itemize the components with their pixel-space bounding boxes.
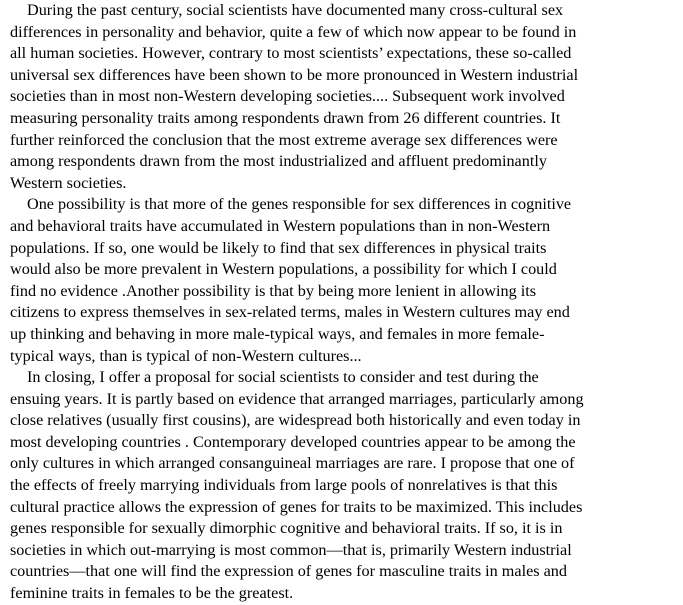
text-line: citizens to express themselves in sex-related terms, males in Western cultures may end: [10, 303, 570, 322]
text-line: close relatives (usually first cousins), are widespread both historically and even today in: [10, 411, 581, 430]
text-line: and behavioral traits have accumulated in Western populations than in non-Western: [10, 216, 551, 235]
text-line: One possibility is that more of the genes responsible for sex differences in cognitive: [27, 195, 572, 214]
paragraph-1: [10, 0, 680, 194]
text-line: During the past century, social scientists have documented many cross-cultural sex: [27, 1, 564, 19]
text-line: cultural practice allows the expression of genes for traits to be maximized. This includes: [10, 497, 583, 516]
text-line: universal sex differences have been shown to be more pronounced in Western industrial: [10, 65, 579, 84]
text-line: measuring personality traits among respondents drawn from 26 different countries. It: [10, 108, 561, 127]
text-line: societies than in most non-Western developing societies.... Subsequent work involved: [10, 87, 565, 106]
text-line: societies in which out-marrying is most common—that is, primarily Western industrial: [10, 540, 572, 559]
text-line: further reinforced the conclusion that the most extreme average sex differences were: [10, 130, 558, 149]
paragraph-2: [10, 194, 680, 367]
text-line: ensuing years. It is partly based on evidence that arranged marriages, particularly among: [10, 389, 584, 408]
text-line: feminine traits in females to be the greatest.: [10, 584, 294, 603]
text-line: differences in personality and behavior, quite a few of which now appear to be found in: [10, 22, 577, 41]
text-line: populations. If so, one would be likely to find that sex differences in physical traits: [10, 238, 547, 257]
text-line: countries—that one will find the expression of genes for masculine traits in males and: [10, 562, 567, 581]
text-line: all human societies. However, contrary to most scientists’ expectations, these so-called: [10, 44, 572, 63]
text-line: In closing, I offer a proposal for social scientists to consider and test during the: [27, 368, 539, 387]
text-line: find no evidence .Another possibility is that by being more lenient in allowing its: [10, 281, 537, 300]
text-line: most developing countries . Contemporary developed countries appear to be among the: [10, 432, 576, 451]
text-line: the effects of freely marrying individuals from large pools of nonrelatives is that this: [10, 476, 558, 495]
text-line: Western societies.: [10, 173, 127, 192]
text-line: up thinking and behaving in more male-typical ways, and females in more female-: [10, 324, 545, 343]
text-line: genes responsible for sexually dimorphic cognitive and behavioral traits. If so, it is in: [10, 519, 563, 538]
text-line: typical ways, than is typical of non-Western cultures...: [10, 346, 362, 365]
document-body: [10, 0, 680, 605]
text-line: among respondents drawn from the most industrialized and affluent predominantly: [10, 152, 547, 171]
paragraph-3: [10, 367, 680, 605]
text-line: would also be more prevalent in Western populations, a possibility for which I could: [10, 260, 557, 279]
text-line: only cultures in which arranged consanguineal marriages are rare. I propose that one of: [10, 454, 575, 473]
